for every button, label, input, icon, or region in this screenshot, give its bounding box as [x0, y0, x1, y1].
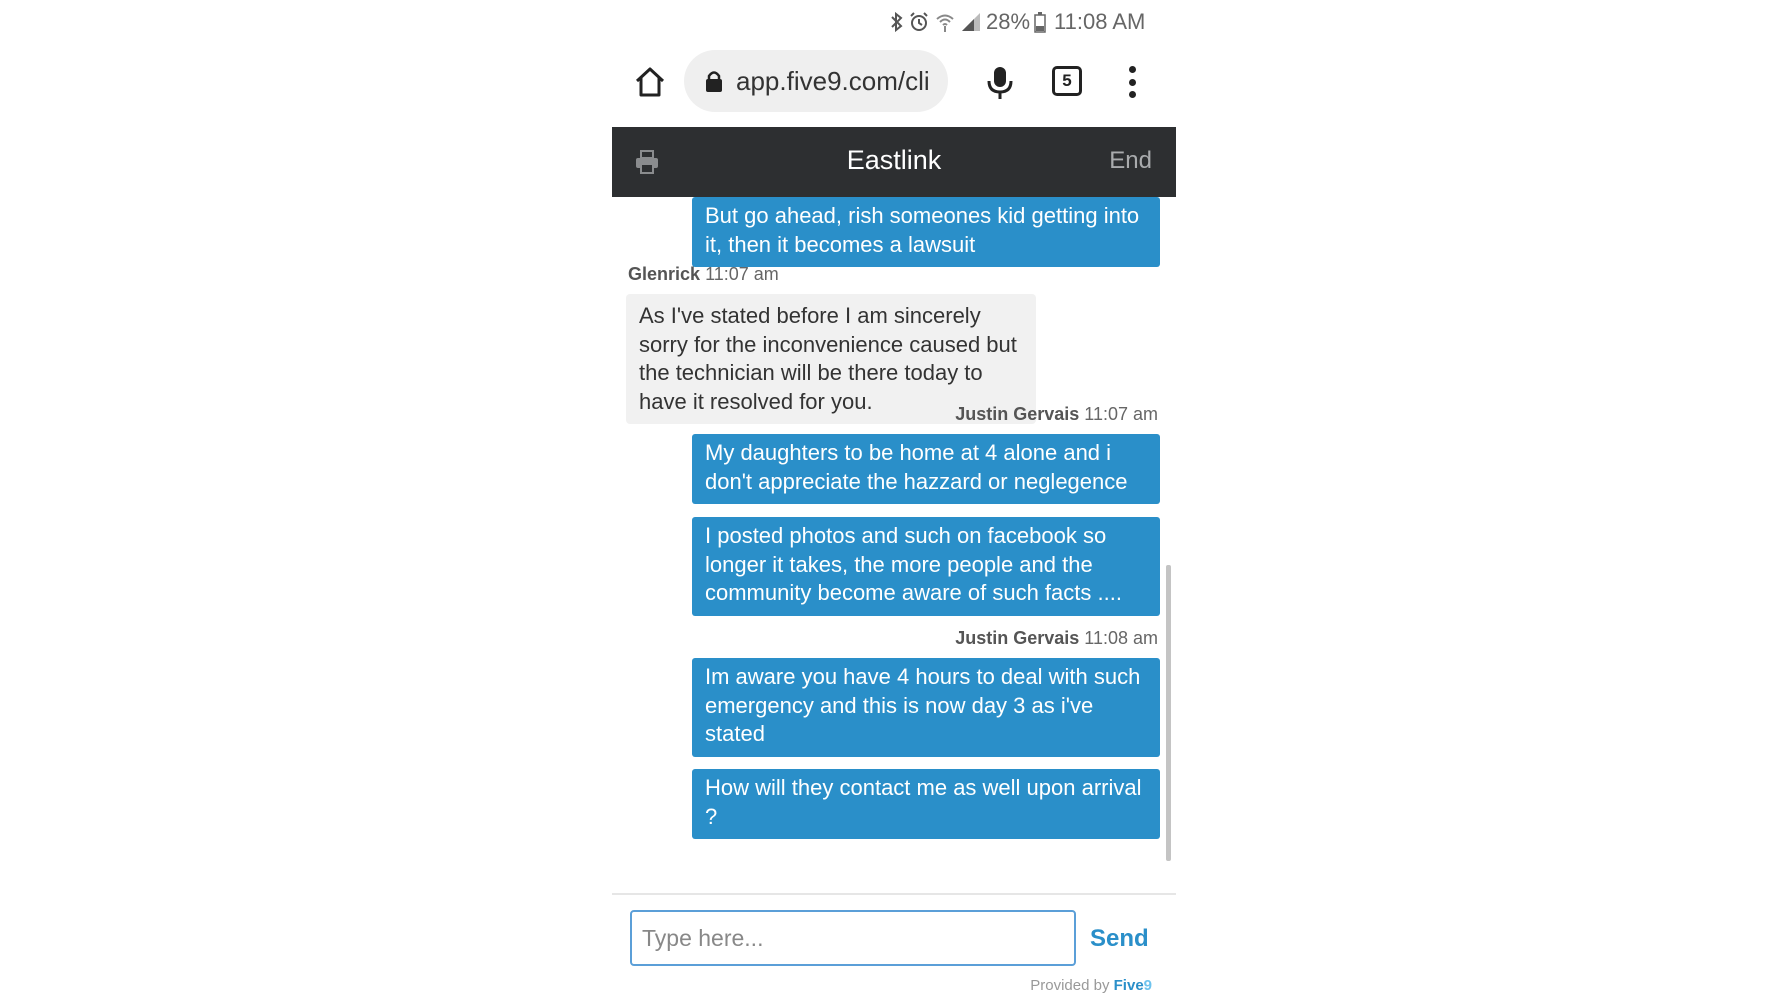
- message-time: 11:07 am: [1084, 404, 1158, 424]
- message-meta: [955, 628, 1158, 649]
- sender-name: Justin Gervais: [955, 404, 1080, 424]
- outgoing-message: I posted photos and such on facebook so longer it takes, the more people and the community become aware of such facts ....: [692, 517, 1160, 616]
- provided-by: [1030, 977, 1152, 994]
- status-time: 11:08 AM: [1054, 9, 1146, 34]
- menu-dot: [1129, 79, 1136, 86]
- home-button[interactable]: [630, 62, 670, 102]
- alarm-icon: [908, 11, 930, 33]
- incoming-message: As I've stated before I am sincerely sorry for the inconvenience caused but the technician will be there today to have it resolved for you.: [626, 294, 1036, 424]
- address-bar[interactable]: [684, 50, 948, 112]
- browser-toolbar: [612, 48, 1176, 114]
- send-button[interactable]: Send: [1090, 925, 1149, 952]
- message-time: 11:08 am: [1084, 628, 1158, 648]
- status-bar: [612, 0, 1176, 42]
- home-icon: [630, 62, 670, 102]
- chat-title: Eastlink: [846, 145, 942, 175]
- brand-main: Five: [1113, 977, 1144, 994]
- tab-switcher-button[interactable]: 5: [1052, 66, 1082, 96]
- wifi-icon: [934, 11, 956, 33]
- bluetooth-icon: [890, 11, 904, 33]
- message-input[interactable]: [630, 910, 1076, 966]
- message-time: 11:07 am: [705, 264, 779, 284]
- outgoing-message: How will they contact me as well upon arrival ?: [692, 769, 1160, 839]
- end-chat-button[interactable]: End: [1109, 147, 1152, 174]
- provided-by-label: Provided by: [1030, 977, 1110, 994]
- sender-name: Glenrick: [628, 264, 701, 284]
- status-icons: [890, 9, 1145, 35]
- url-text: app.five9.com/cli: [736, 65, 930, 96]
- battery-icon: [1034, 11, 1046, 33]
- outgoing-message: Im aware you have 4 hours to deal with such emergency and this is now day 3 as i've stated: [692, 658, 1160, 757]
- menu-dot: [1129, 66, 1136, 73]
- microphone-icon: [980, 62, 1020, 102]
- voice-search-button[interactable]: [980, 62, 1020, 102]
- outgoing-message: My daughters to be home at 4 alone and i don't appreciate the hazzard or neglegence: [692, 434, 1160, 504]
- message-meta: [955, 404, 1158, 425]
- sender-name: Justin Gervais: [955, 628, 1080, 648]
- five9-logo: [1114, 977, 1152, 994]
- battery-percent: 28%: [986, 9, 1031, 34]
- message-scrollbar[interactable]: [1166, 565, 1171, 861]
- menu-dot: [1129, 91, 1136, 98]
- message-list[interactable]: [612, 197, 1176, 867]
- more-menu-button[interactable]: [1122, 64, 1142, 100]
- lock-icon: [704, 69, 724, 93]
- phone-screen: [612, 0, 1176, 1000]
- chat-header: [612, 127, 1176, 197]
- outgoing-message: But go ahead, rish someones kid getting into it, then it becomes a lawsuit: [692, 197, 1160, 267]
- signal-icon: [960, 11, 982, 33]
- message-meta: [628, 264, 779, 285]
- composer: [612, 893, 1176, 1000]
- brand-nine: 9: [1143, 977, 1152, 994]
